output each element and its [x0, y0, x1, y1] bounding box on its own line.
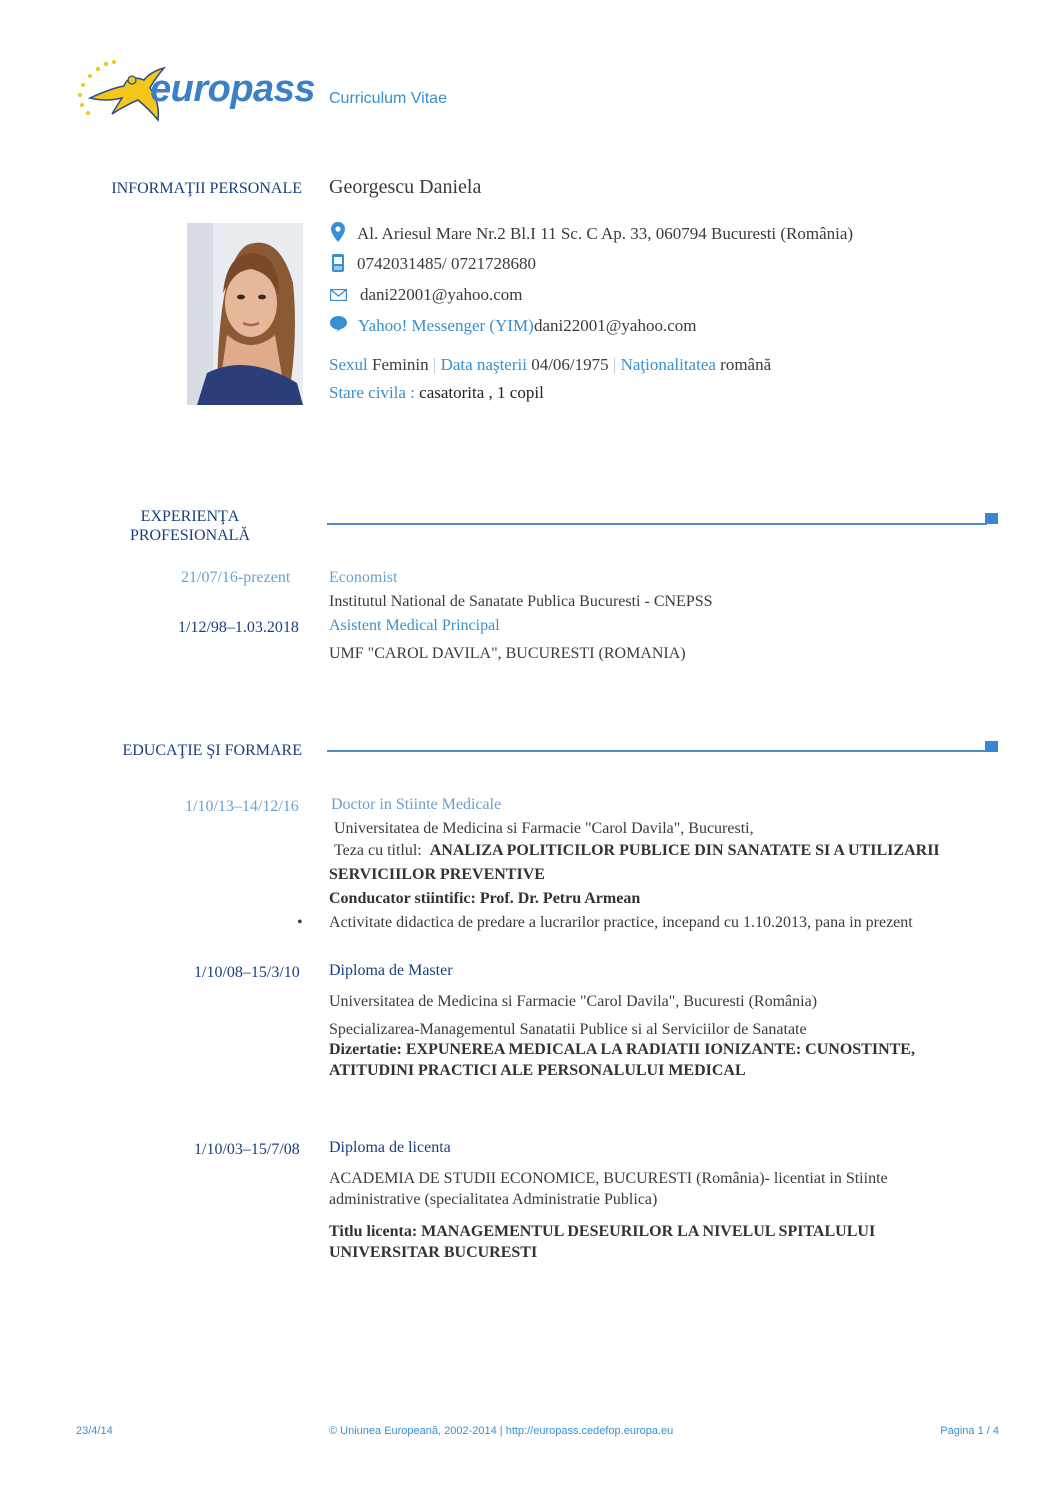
- doc-title: Curriculum Vitae: [329, 90, 447, 107]
- profile-photo: [187, 223, 303, 405]
- footer-copyright[interactable]: © Uniunea Europeană, 2002-2014 | http://europass.cedefop.europa.eu: [329, 1425, 674, 1437]
- master-diss-line2: ATITUDINI PRACTICI ALE PERSONALULUI MEDICAL: [329, 1062, 746, 1079]
- civil-status-value: casatorita , 1 copil: [419, 383, 544, 402]
- location-icon: [331, 222, 345, 247]
- exp1-dates: 21/07/16-prezent: [181, 569, 291, 586]
- civil-status-line: [329, 383, 544, 403]
- separator: |: [432, 355, 437, 374]
- sex-label: Sexul: [329, 355, 368, 374]
- master-diss-line1: Dizertatie: EXPUNEREA MEDICALA LA RADIATII IONIZANTE: CUNOSTINTE,: [329, 1041, 915, 1058]
- civil-status-label: Stare civila :: [329, 383, 415, 402]
- master-spec: Specializarea-Managementul Sanatatii Publice si al Serviciilor de Sanatate: [329, 1021, 807, 1038]
- experience-rule: [327, 523, 987, 525]
- exp2-org: UMF "CAROL DAVILA", BUCURESTI (ROMANIA): [329, 645, 686, 662]
- person-name: Georgescu Daniela: [329, 176, 482, 198]
- footer-page-number: Pagina 1 / 4: [940, 1425, 999, 1437]
- birth-value: 04/06/1975: [531, 355, 609, 374]
- im-value: dani22001@yahoo.com: [534, 316, 697, 335]
- personal-section-title: INFORMAŢII PERSONALE: [111, 180, 302, 197]
- personal-details-line: [329, 355, 771, 375]
- licenta-thesis-line1: Titlu licenta: MANAGEMENTUL DESEURILOR LA NIVELUL SPITALULUI: [329, 1223, 876, 1240]
- doctor-thesis-title: ANALIZA POLITICILOR PUBLICE DIN SANATATE SI A UTILIZARII: [429, 842, 940, 859]
- exp1-org: Institutul National de Sanatate Publica Bucuresti - CNEPSS: [329, 593, 713, 610]
- licenta-org-line1: ACADEMIA DE STUDII ECONOMICE, BUCURESTI (România)- licentiat in Stiinte: [329, 1170, 888, 1187]
- email-address[interactable]: dani22001@yahoo.com: [360, 285, 523, 304]
- chat-icon: [330, 316, 347, 337]
- experience-title-line1: EXPERIENŢA: [140, 508, 240, 525]
- logo-text: europass: [150, 68, 315, 110]
- europass-logo: [72, 58, 315, 130]
- education-rule-marker: [985, 741, 998, 752]
- nationality-value: română: [720, 355, 772, 374]
- education-section-title: EDUCAŢIE ŞI FORMARE: [122, 742, 302, 759]
- licenta-org-line2: administrative (specialitatea Administratie Publica): [329, 1191, 658, 1208]
- doctor-org: Universitatea de Medicina si Farmacie "Carol Davila", Bucuresti,: [334, 820, 754, 837]
- doctor-thesis-line1: [334, 842, 940, 860]
- master-org: Universitatea de Medicina si Farmacie "Carol Davila", Bucuresti (România): [329, 993, 818, 1010]
- email-icon: [330, 288, 347, 306]
- education-rule: [327, 750, 987, 752]
- master-title: Diploma de Master: [329, 962, 453, 979]
- address: Al. Ariesul Mare Nr.2 Bl.I 11 Sc. C Ap. 33, 060794 Bucuresti (România): [357, 224, 854, 243]
- licenta-title: Diploma de licenta: [329, 1139, 451, 1156]
- exp2-title: Asistent Medical Principal: [329, 617, 500, 634]
- doctor-dates: 1/10/13–14/12/16: [185, 798, 299, 815]
- doctor-activity: Activitate didactica de predare a lucrarilor practice, incepand cu 1.10.2013, pana in prezent: [329, 914, 913, 931]
- im-label: Yahoo! Messenger (YIM): [358, 316, 534, 335]
- bullet: •: [297, 914, 303, 931]
- phone-number: 0742031485/ 0721728680: [357, 254, 536, 273]
- master-dates: 1/10/08–15/3/10: [194, 964, 300, 981]
- sex-value: Feminin: [371, 355, 429, 374]
- licenta-dates: 1/10/03–15/7/08: [194, 1141, 300, 1158]
- phone-icon: [332, 254, 344, 277]
- footer-date: 23/4/14: [76, 1425, 113, 1437]
- exp1-title: Economist: [329, 569, 398, 586]
- licenta-thesis-line2: UNIVERSITAR BUCURESTI: [329, 1244, 538, 1261]
- doctor-supervisor: Conducator stiintific: Prof. Dr. Petru Armean: [329, 890, 641, 907]
- separator: |: [612, 355, 617, 374]
- experience-rule-marker: [985, 513, 998, 524]
- experience-section-title: [110, 507, 270, 545]
- nationality-label: Naţionalitatea: [620, 355, 716, 374]
- exp2-dates: 1/12/98–1.03.2018: [178, 619, 299, 636]
- doctor-title: Doctor in Stiinte Medicale: [331, 796, 502, 813]
- birth-label: Data naşterii: [440, 355, 527, 374]
- doctor-thesis-line2: SERVICIILOR PREVENTIVE: [329, 866, 545, 883]
- doctor-thesis-prefix: Teza cu titlul:: [334, 842, 422, 859]
- experience-title-line2: PROFESIONALĂ: [129, 527, 250, 544]
